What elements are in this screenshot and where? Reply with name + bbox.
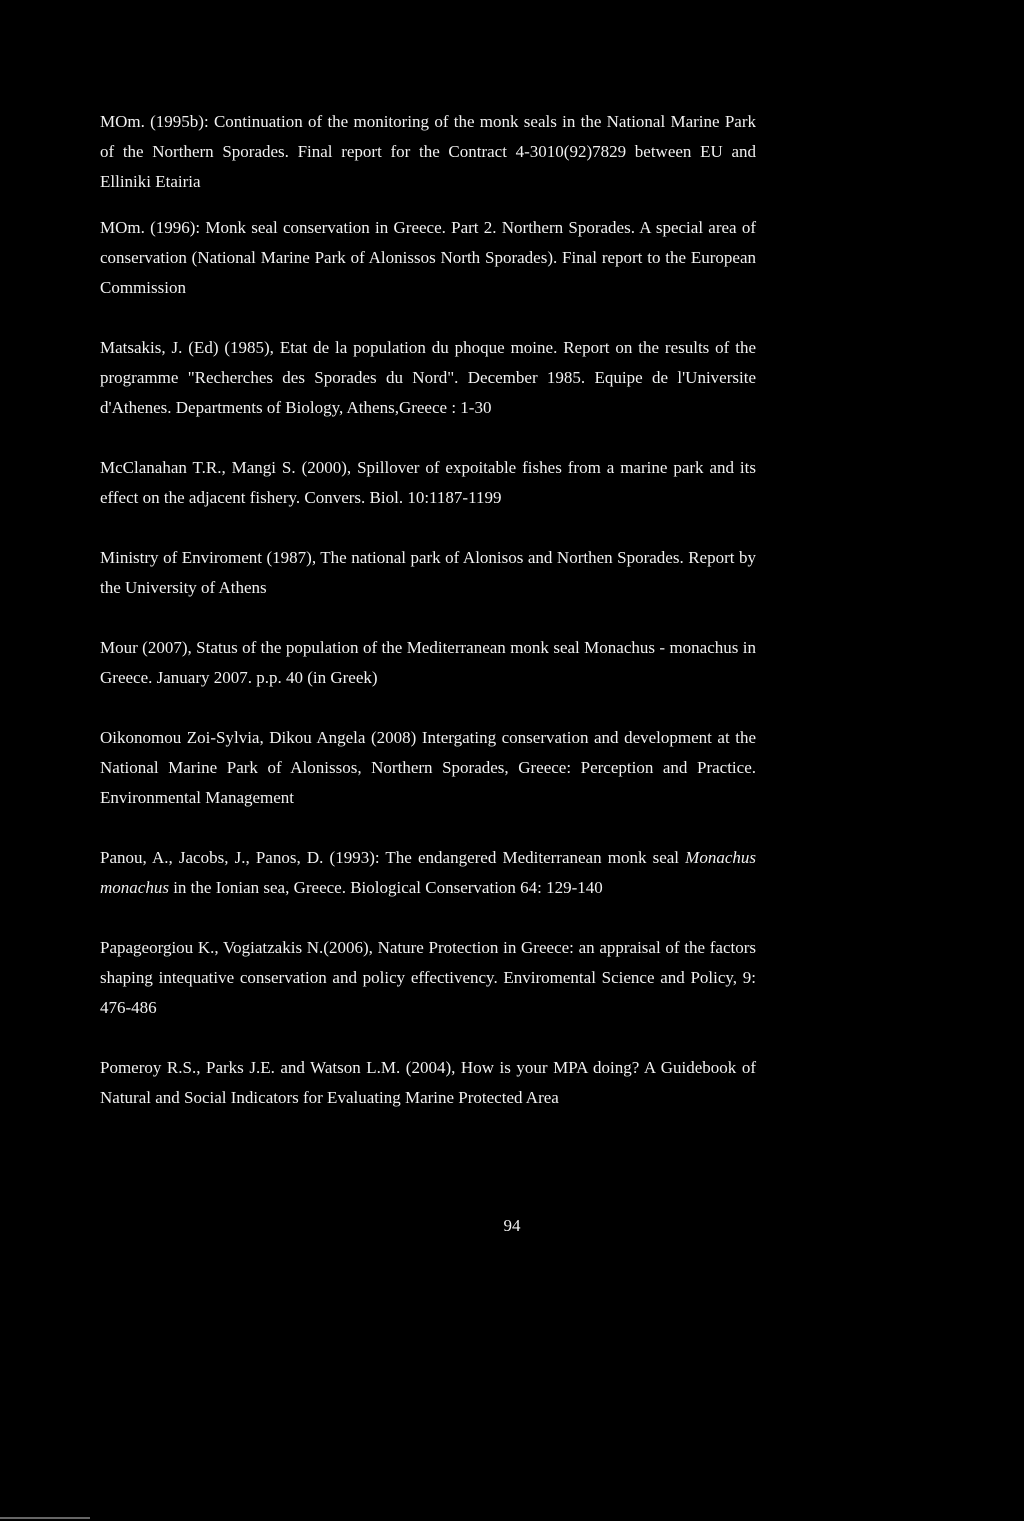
reference-text: Panou, A., Jacobs, J., Panos, D. (1993): The endangered Mediterranean monk seal <box>100 848 686 867</box>
reference-text: McClanahan T.R., Mangi S. (2000), Spillover of expoitable fishes from a marine park and its effect on the adjacent fishery. Convers. Biol. 10:1187-1199 <box>100 458 756 507</box>
reference-text: MOm. (1996): Monk seal conservation in Greece. Part 2. Northern Sporades. A special area of conservation (National Marine Park of Alonissos North Sporades). Final report to the European Commission <box>100 218 756 297</box>
reference-mom-1996 <box>100 213 756 303</box>
reference-papageorgiou-2006 <box>100 933 756 1023</box>
reference-ministry-1987 <box>100 543 756 603</box>
reference-mcclanahan-2000 <box>100 453 756 513</box>
reference-text: Matsakis, J. (Ed) (1985), Etat de la population du phoque moine. Report on the results of the programme "Recherches des Sporades du Nord". December 1985. Equipe de l'Universite d'Athenes. Departments of Biology, Athens,Greece : 1-30 <box>100 338 756 417</box>
species-name: Monachus monachus <box>100 848 756 897</box>
scan-edge-divider <box>0 1517 90 1519</box>
reference-text: Pomeroy R.S., Parks J.E. and Watson L.M. (2004), How is your MPA doing? A Guidebook of Natural and Social Indicators for Evaluating Marine Protected Area <box>100 1058 756 1107</box>
reference-list <box>100 107 756 1113</box>
reference-text: Oikonomou Zoi-Sylvia, Dikou Angela (2008) Intergating conservation and development at the National Marine Park of Alonissos, Northern Sporades, Greece: Perception and Practice. Environmental Management <box>100 728 756 807</box>
reference-text: in the Ionian sea, Greece. Biological Conservation 64: 129-140 <box>168 878 603 897</box>
page-number: 94 <box>503 1216 521 1235</box>
reference-mom-1995b <box>100 107 756 197</box>
reference-text: MOm. (1995b): Continuation of the monitoring of the monk seals in the National Marine Park of the Northern Sporades. Final report for the Contract 4-3010(92)7829 between EU and Elliniki Etairia <box>100 112 756 191</box>
reference-panou-1993 <box>100 843 756 903</box>
reference-matsakis-1985 <box>100 333 756 423</box>
reference-mour-2007 <box>100 633 756 693</box>
reference-text: Ministry of Enviroment (1987), The national park of Alonisos and Northen Sporades. Report by the University of Athens <box>100 548 756 597</box>
reference-oikonomou-2008 <box>100 723 756 813</box>
reference-text: Mour (2007), Status of the population of the Mediterranean monk seal Monachus - monachus in Greece. January 2007. p.p. 40 (in Greek) <box>100 638 756 687</box>
reference-text: Papageorgiou K., Vogiatzakis N.(2006), Nature Protection in Greece: an appraisal of the factors shaping intequative conservation and policy effectivency. Enviromental Science and Policy, 9: 476-486 <box>100 938 756 1017</box>
reference-pomeroy-2004 <box>100 1053 756 1113</box>
